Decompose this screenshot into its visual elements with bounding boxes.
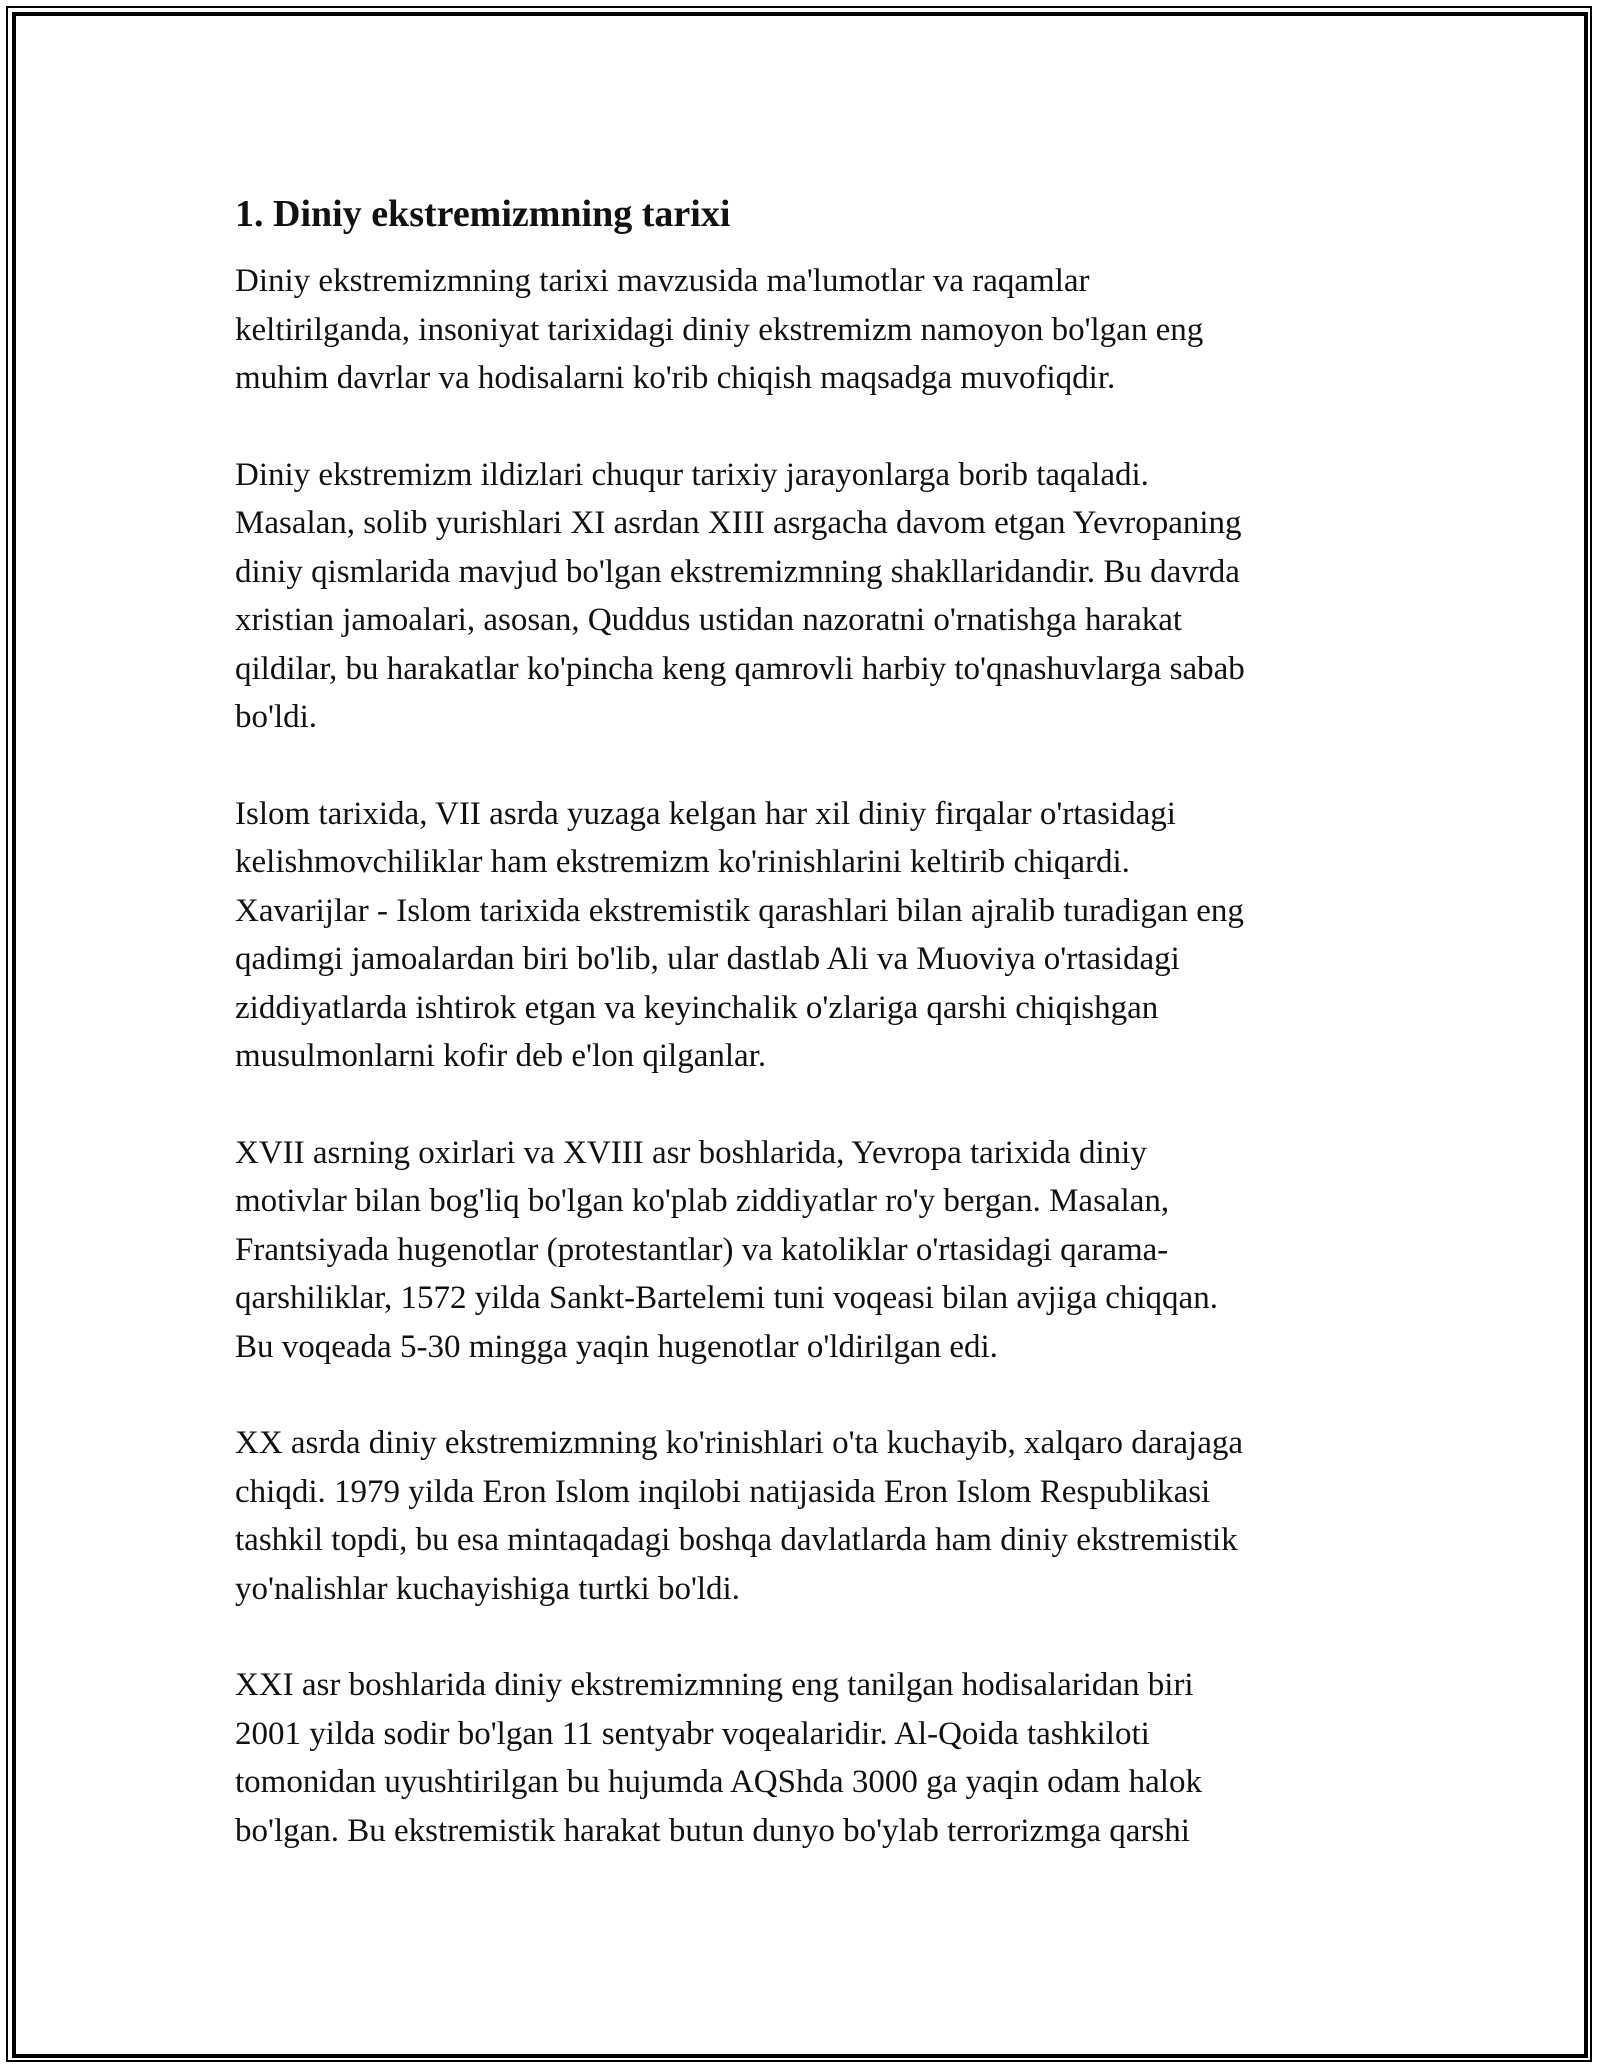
paragraph-21st-century: XXI asr boshlarida diniy ekstremizmning eng tanilgan hodisalaridan biri 2001 yilda sodir bo'lgan 11 sentyabr voqealaridir. Al-Qoida tashkiloti tomonidan uyushtirilgan bu hujumda AQShda 3000 ga yaqin odam halok bo'lgan. Bu ekstremistik harakat butun dunyo bo'ylab terrorizmga qarshi bbox=[235, 1667, 1202, 1849]
section-heading: 1. Diniy ekstremizmning tarixi bbox=[235, 193, 731, 235]
paragraph-20th-century: XX asrda diniy ekstremizmning ko'rinishlari o'ta kuchayib, xalqaro darajaga chiqdi. 1979 yilda Eron Islom inqilobi natijasida Eron Islom Respublikasi tashkil topdi, bu esa mintaqadagi boshqa davlatlarda ham diniy ekstremistik yo'nalishlar kuchayishiga turtki bo'ldi. bbox=[235, 1425, 1243, 1607]
paragraph-islam-history: Islom tarixida, VII asrda yuzaga kelgan har xil diniy firqalar o'rtasidagi kelishmovchiliklar ham ekstremizm ko'rinishlarini keltirib chiqardi. Xavarijlar - Islom tarixida ekstremistik qarashlari bilan ajralib turadigan eng qadimgi jamoalardan biri bo'lib, ular dastlab Ali va Muoviya o'rtasidagi ziddiyatlarda ishtirok etgan va keyinchalik o'zlariga qarshi chiqishgan musulmonlarni kofir deb e'lon qilganlar. bbox=[235, 795, 1244, 1074]
document-body bbox=[235, 185, 1375, 1903]
paragraph-crusades: Diniy ekstremizm ildizlari chuqur tarixiy jarayonlarga borib taqaladi. Masalan, solib yurishlari XI asrdan XIII asrgacha davom etgan Yevropaning diniy qismlarida mavjud bo'lgan ekstremizmning shakllaridandir. Bu davrda xristian jamoalari, asosan, Quddus ustidan nazoratni o'rnatishga harakat qildilar, bu harakatlar ko'pincha keng qamrovli harbiy to'qnashuvlarga sabab bo'ldi. bbox=[235, 456, 1245, 735]
paragraph-europe-17th-18th: XVII asrning oxirlari va XVIII asr boshlarida, Yevropa tarixida diniy motivlar bilan bog'liq bo'lgan ko'plab ziddiyatlar ro'y bergan. Masalan, Frantsiyada hugenotlar (protestantlar) va katoliklar o'rtasidagi qarama- qarshiliklar, 1572 yilda Sankt-Bartelemi tuni voqeasi bilan avjiga chiqqan. Bu voqeada 5-30 mingga yaqin hugenotlar o'ldirilgan edi. bbox=[235, 1134, 1218, 1365]
paragraph-intro: Diniy ekstremizmning tarixi mavzusida ma'lumotlar va raqamlar keltirilganda, insoniyat tarixidagi diniy ekstremizm namoyon bo'lgan eng muhim davrlar va hodisalarni ko'rib chiqish maqsadga muvofiqdir. bbox=[235, 263, 1204, 396]
